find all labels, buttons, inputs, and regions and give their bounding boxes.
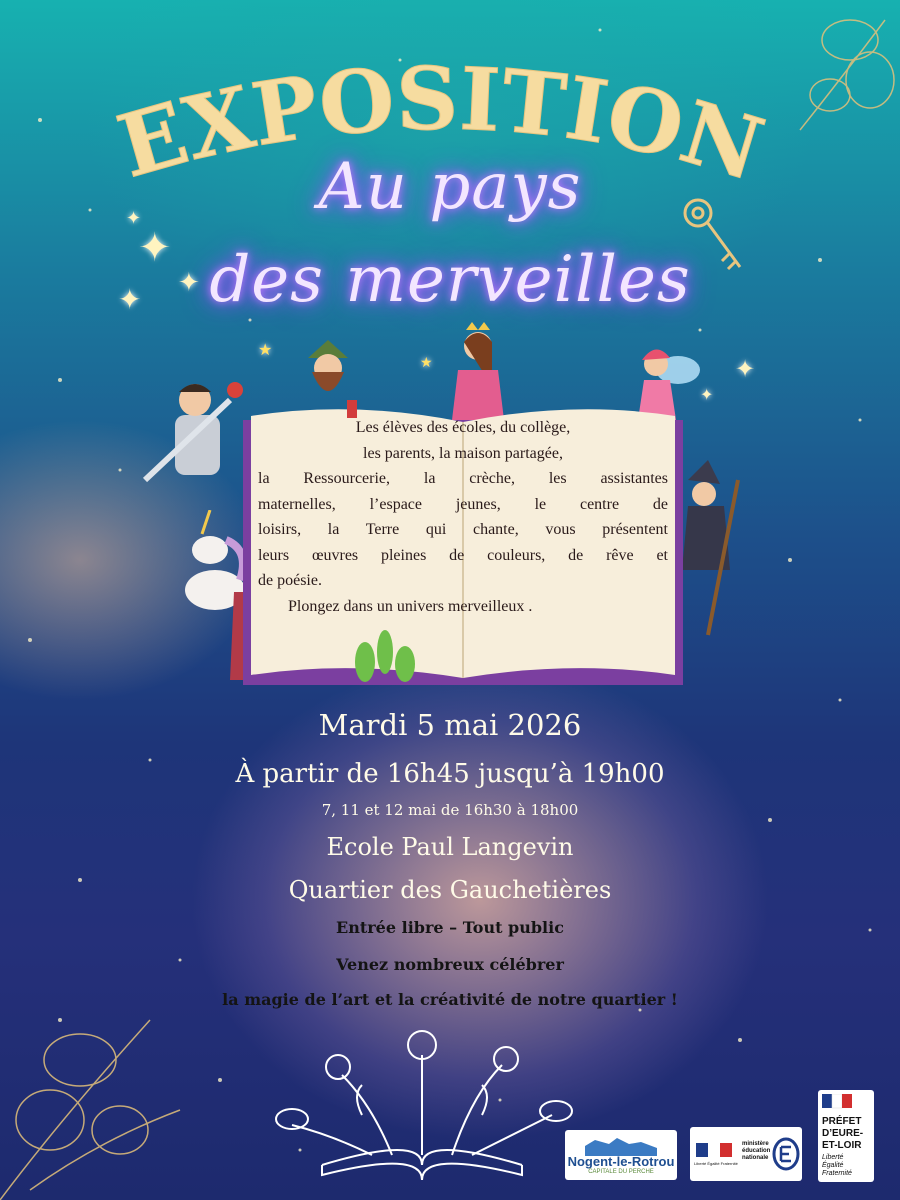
book-text-line: de poésie. [258,572,322,589]
logo-prefet-line3: ET-LOIR [822,1140,862,1151]
event-date: Mardi 5 mai 2026 [318,708,582,742]
event-time: À partir de 16h45 jusqu’à 19h00 [235,759,665,789]
logo-prefet-line2: D’EURE- [822,1128,864,1139]
subtitle-line1: Au pays [318,150,582,224]
book-text-line: leurs œuvres pleines de couleurs, de rêve et [258,546,668,564]
sparkle-icon: ★ [258,340,273,359]
event-invite-line2: la magie de l’art et la créativité de notre quartier ! [222,990,678,1009]
logo-prefet-motto2: Égalité [822,1162,844,1169]
event-invite-line1: Venez nombreux célébrer [336,955,564,974]
book-text-line: maternelles, l’espace jeunes, le centre de [258,495,668,513]
logo-prefet-eure-et-loir [818,1090,874,1182]
sparkle-icon: ★ [420,355,433,371]
book-text-line: Plongez dans un univers merveilleux . [288,597,533,615]
sparkle-icon: ✦ [735,355,756,383]
book-text-line: les parents, la maison partagée, [363,444,563,462]
event-quarter: Quartier des Gauchetières [288,876,612,904]
book-text-line: Les élèves des écoles, du collège, [355,419,571,436]
marianne-flag-icon [822,1094,852,1110]
sparkle-icon: ✦ [118,283,142,316]
book-text-line: loisirs, la Terre qui chante, vous présentent [258,521,668,538]
flower-icon [790,0,900,140]
plant-icon [345,622,425,692]
logo-nogent-tagline: CAPITALE DU PERCHE [588,1169,654,1175]
education-e-icon [772,1137,800,1171]
logo-prefet-motto3: Fraternité [822,1170,852,1177]
event-entry: Entrée libre – Tout public [336,918,564,937]
book-text-line: la Ressourcerie, la crèche, les assistantes [258,470,668,487]
logo-prefet-motto1: Liberté [822,1154,844,1161]
subtitle-line2: des merveilles [209,243,691,317]
key-icon [680,195,750,285]
flower-book-illustration [262,1015,582,1185]
sparkle-icon: ✦ [178,268,200,298]
flower-icon [0,1000,200,1200]
sparkle-icon: ✦ [126,208,142,229]
book-text [258,415,668,625]
logo-republique-motto: Liberté Égalité Fraternité [694,1161,738,1166]
logo-ministry-name: ministère éducation nationale [742,1141,771,1161]
title-exposition-text: EXPOSITION [107,48,775,200]
logo-nogent-le-rotrou [565,1130,677,1180]
logo-prefet-line1: PRÉFET [822,1116,862,1127]
sparkle-icon: ✦ [138,225,172,271]
logo-nogent-name: Nogent-le-Rotrou [567,1154,675,1169]
logo-education-nationale [690,1127,802,1181]
event-other-dates: 7, 11 et 12 mai de 16h30 à 18h00 [321,801,579,819]
sparkle-icon: ✦ [700,385,714,404]
event-venue: Ecole Paul Langevin [326,833,574,861]
